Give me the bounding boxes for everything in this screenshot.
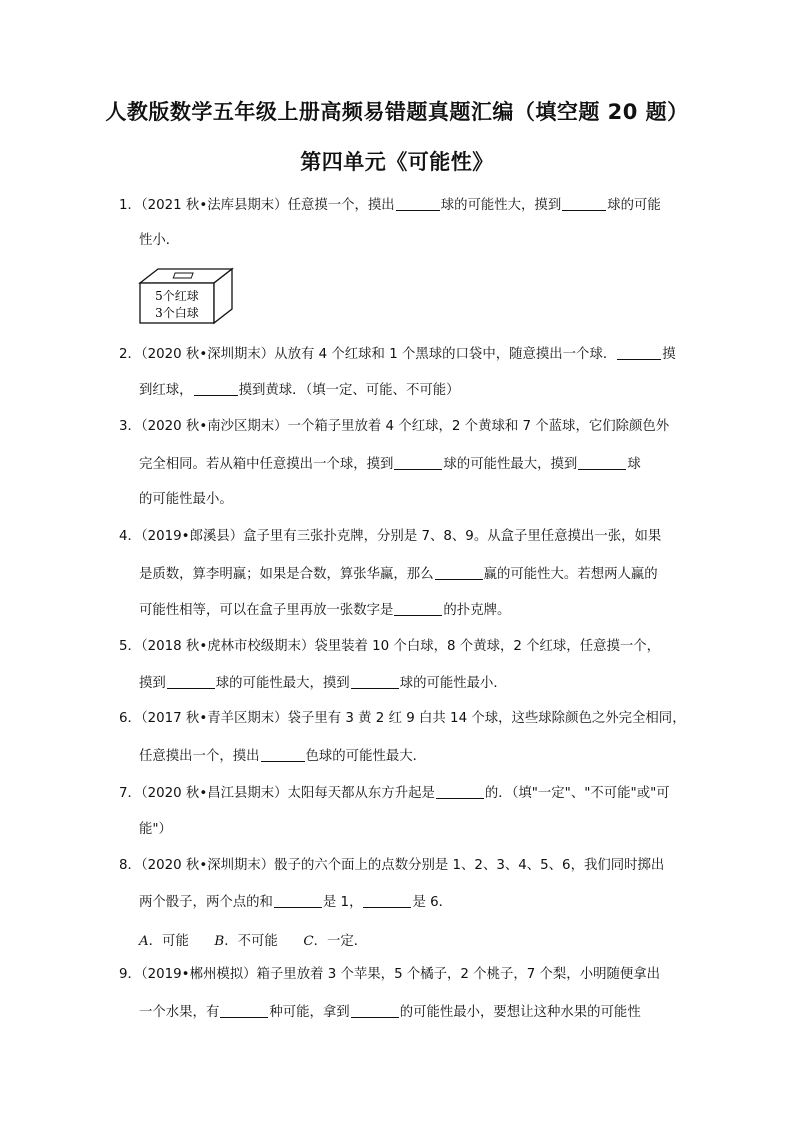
answer-blank[interactable] [261, 747, 305, 762]
question-8-line-1: 8．（2020 秋•深圳期末）骰子的六个面上的点数分别是 1、2、3、4、5、6，我们同时掷出 [119, 858, 665, 873]
question-5-line-2: 摸到 球的可能性最大，摸到 球的可能性最小． [139, 676, 507, 691]
question-8-options [139, 930, 367, 949]
answer-blank[interactable] [394, 601, 442, 616]
question-4-line-1: 4．（2019•郎溪县）盒子里有三张扑克牌，分别是 7、8、9。从盒子里任意摸出一张，如果 [119, 529, 662, 544]
question-9-line-1: 9．（2019•郴州模拟）箱子里放着 3 个苹果，5 个橘子，2 个桃子，7 个梨，小明随便拿出 [119, 967, 661, 982]
answer-blank[interactable] [220, 1003, 268, 1018]
answer-blank[interactable] [351, 1003, 399, 1018]
answer-blank[interactable] [394, 455, 442, 470]
option-c[interactable]: C．一定． [303, 934, 368, 949]
answer-blank[interactable] [351, 674, 399, 689]
answer-blank[interactable] [396, 196, 440, 211]
question-3-line-1: 3．（2020 秋•南沙区期末）一个箱子里放着 4 个红球，2 个黄球和 7 个蓝球，它们除颜色外 [119, 419, 670, 434]
document-title: 人教版数学五年级上册高频易错题真题汇编（填空题 20 题） [105, 100, 689, 124]
answer-blank[interactable] [578, 455, 626, 470]
question-1-line-1: 1．（2021 秋•法库县期末）任意摸一个，摸出 球的可能性大，摸到 球的可能 [119, 198, 661, 213]
question-4-line-2: 是质数，算李明赢；如果是合数，算张华赢，那么 赢的可能性大。若想两人赢的 [139, 567, 658, 582]
box-label-red: 5个红球 [155, 289, 199, 303]
question-6-line-2: 任意摸出一个，摸出 色球的可能性最大． [139, 749, 427, 764]
answer-blank[interactable] [167, 674, 215, 689]
question-9-line-2: 一个水果，有 种可能，拿到 的可能性最小，要想让这种水果的可能性 [139, 1005, 641, 1020]
box-label-white: 3个白球 [155, 306, 199, 320]
unit-subtitle: 第四单元《可能性》 [300, 150, 494, 174]
question-1-line-2: 性小． [139, 233, 180, 248]
ball-box-figure [136, 265, 236, 327]
question-2-line-1: 2．（2020 秋•深圳期末）从放有 4 个红球和 1 个黑球的口袋中，随意摸出一个球． 摸 [119, 347, 676, 362]
answer-blank[interactable] [435, 565, 483, 580]
answer-blank[interactable] [562, 196, 606, 211]
answer-blank[interactable] [617, 345, 661, 360]
question-6-line-1: 6．（2017 秋•青羊区期末）袋子里有 3 黄 2 红 9 白共 14 个球，这些球除颜色之外完全相同， [119, 711, 686, 726]
option-b[interactable]: B．不可能 [214, 934, 278, 949]
answer-blank[interactable] [436, 784, 484, 799]
question-7-line-1: 7．（2020 秋•昌江县期末）太阳每天都从东方升起是 的．（填"一定"、"不可能"或"可 [119, 786, 670, 801]
question-2-line-2: 到红球， 摸到黄球．（填一定、可能、不可能） [139, 383, 460, 398]
question-7-line-2: 能"） [139, 822, 172, 837]
box-slot [173, 273, 193, 278]
question-3-line-3: 的可能性最小。 [139, 492, 233, 507]
answer-blank[interactable] [194, 381, 238, 396]
question-8-line-2: 两个骰子，两个点的和 是 1， 是 6． [139, 895, 453, 910]
answer-blank[interactable] [274, 893, 322, 908]
question-3-line-2: 完全相同。若从箱中任意摸出一个球，摸到 球的可能性最大，摸到 球 [139, 457, 641, 472]
answer-blank[interactable] [363, 893, 411, 908]
question-5-line-1: 5．（2018 秋•虎林市校级期末）袋里装着 10 个白球，8 个黄球，2 个红球，任意摸一个， [119, 639, 661, 654]
option-a[interactable]: A．可能 [139, 934, 189, 949]
question-4-line-3: 可能性相等，可以在盒子里再放一张数字是 的扑克牌。 [139, 603, 511, 618]
